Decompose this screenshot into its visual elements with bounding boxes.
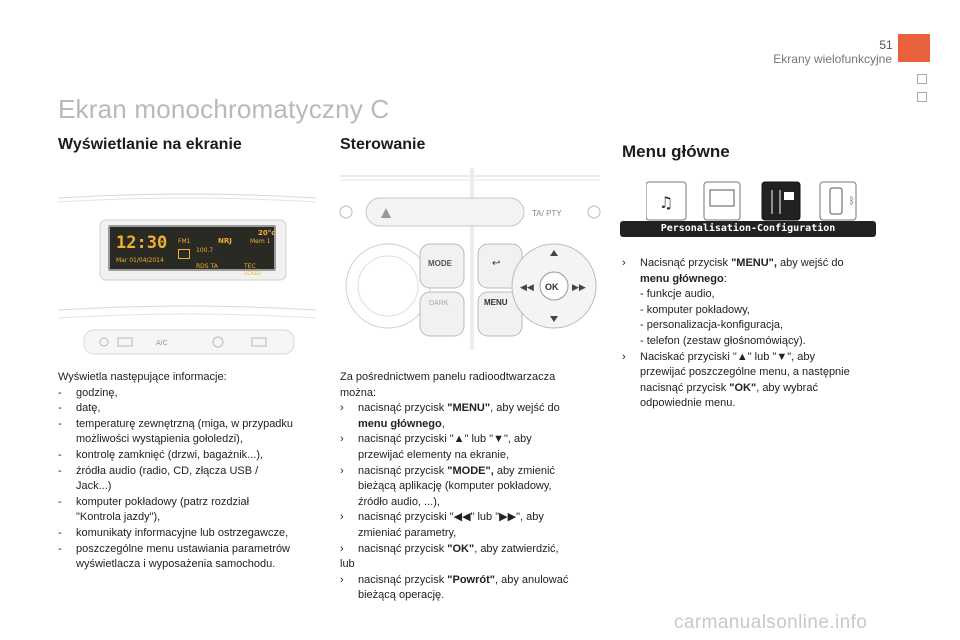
trip-computer-icon — [704, 182, 740, 220]
display-panel-illustration — [56, 192, 318, 362]
bullet-icon: › — [340, 573, 344, 586]
display-rds: RDS TA — [196, 263, 218, 270]
display-intro: Wyświetla następujące informacje: — [58, 371, 227, 383]
heading-controls: Sterowanie — [340, 136, 426, 153]
controls-list: Za pośrednictwem panelu radioodtwarzacza można: › nacisnąć przycisk "MENU", aby wejść do menu głównego, › nacisnąć przyciski "▲" lub "▼", aby przewijać elementy na ekranie, › nacisnąć przycisk "MODE", aby zmienić bieżącą aplikację (komputer pokładowy, źródło audio, ...), › nacisnąć przyciski "◀◀" lub "▶▶", aby zmieniać parametry, › nacisnąć przycisk "OK", aby zatwierdzić, lub › nacisnąć przycisk "Powrót", aby anulować bieżącą operację. — [340, 371, 569, 602]
display-frequency: 100.7 — [196, 247, 214, 254]
bullet-icon: › — [340, 402, 344, 415]
display-band: FM1 — [178, 238, 191, 245]
display-station: NRJ — [218, 237, 232, 245]
bluetooth-icon: ᛒ — [849, 196, 855, 207]
main-menu-list: › Nacisnąć przycisk "MENU", aby wejść do menu głównego: - funkcje audio, - komputer pokładowy, - personalizacja-konfiguracja, - telefon (zestaw głośnomówiący). › Naciskać przyciski "▲" lub "▼", aby przewijać poszczególne menu, a następnie nacisnąć przycisk "OK", aby wybrać odpowiednie menu. — [622, 257, 850, 410]
heading-main-menu: Menu główne — [622, 142, 730, 161]
display-tec-loud: TEC LOUD — [244, 263, 261, 277]
bullet-icon: › — [340, 464, 344, 477]
back-arrow-icon: ↩ — [492, 258, 501, 269]
display-temp: 20°c — [258, 229, 276, 237]
heading-display: Wyświetlanie na ekranie — [58, 136, 242, 153]
display-date: Mar 01/04/2014 — [116, 257, 164, 264]
section-tab — [898, 34, 930, 62]
watermark: carmanualsonline.info — [674, 612, 868, 633]
side-marker — [917, 74, 927, 84]
rewind-icon: ◀◀ — [520, 283, 534, 293]
bullet-icon: › — [622, 350, 626, 363]
display-time: 12:30 — [116, 233, 168, 253]
page-number: 51 — [879, 38, 893, 52]
ta-pty-label: TA/ PTY — [532, 209, 562, 218]
page-title: Ekran monochromatyczny C — [58, 94, 390, 124]
ok-label: OK — [545, 282, 559, 292]
radio-panel-illustration — [336, 168, 604, 350]
display-screen — [108, 225, 276, 277]
fast-forward-icon: ▶▶ — [572, 283, 586, 293]
bullet-icon: › — [340, 511, 344, 524]
bullet-icon: › — [622, 257, 626, 269]
settings-icon — [762, 182, 800, 220]
mode-label: MODE — [428, 259, 452, 268]
display-info-list: Wyświetla następujące informacje: - godzinę, - datę, - temperaturę zewnętrzną (miga, w przypadku możliwości wystąpienia gołoledzi), - kontrolę zamknięć (drzwi, bagażnik...), - źródła audio (radio, CD, złącza USB / Jack...) - komputer pokładowy (patrz rozdział "Kontrola jazdy"), - komunikaty informacyjne lub ostrzegawcze, - poszczególne menu ustawiania parametrów wyświetlacza i wyposażenia samochodu. — [58, 370, 328, 573]
side-marker — [917, 92, 927, 102]
svg-text:♫: ♫ — [658, 193, 674, 212]
ac-label: A/C — [156, 340, 168, 347]
bullet-icon: › — [340, 542, 344, 555]
bullet-icon: › — [340, 433, 344, 446]
menu-bar-label: Personalisation-Configuration — [620, 221, 876, 237]
dark-label: DARK — [429, 300, 449, 307]
section-title: Ekrany wielofunkcyjne — [773, 52, 892, 66]
car-doors-icon — [178, 249, 190, 259]
menu-label: MENU — [484, 298, 508, 307]
display-memory: Mem 1 — [250, 238, 271, 245]
